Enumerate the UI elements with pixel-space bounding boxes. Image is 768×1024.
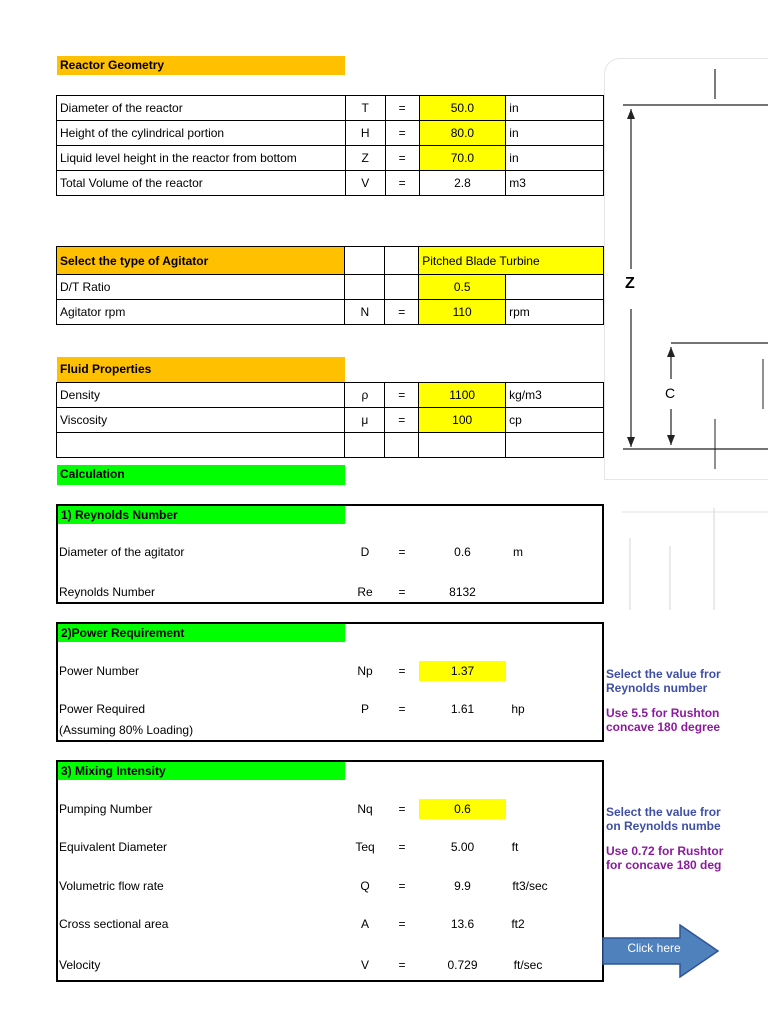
agitator-label: D/T Ratio bbox=[57, 275, 345, 300]
total-volume-value: 2.8 bbox=[419, 171, 506, 196]
click-here-label: Click here bbox=[627, 941, 681, 955]
mixing-symbol: Q bbox=[360, 879, 370, 893]
power-symbol: Np bbox=[357, 664, 373, 678]
power-required-value: 1.61 bbox=[450, 702, 475, 716]
mixing-equals: = bbox=[398, 802, 406, 816]
power-note-rushton bbox=[606, 706, 720, 734]
geometry-equals: = bbox=[385, 121, 419, 146]
mixing-note-select bbox=[606, 805, 721, 833]
mixing-header: 3) Mixing Intensity bbox=[58, 762, 345, 780]
reflection-sketch bbox=[604, 498, 768, 610]
empty-cell bbox=[345, 275, 385, 300]
flow-rate-value: 9.9 bbox=[454, 879, 471, 893]
table-row bbox=[57, 408, 604, 433]
mixing-symbol: Nq bbox=[357, 802, 373, 816]
fluid-equals: = bbox=[385, 383, 419, 408]
agitator-diameter-value: 0.6 bbox=[454, 545, 471, 559]
empty-cell bbox=[385, 275, 419, 300]
empty-cell bbox=[345, 433, 385, 458]
power-equals: = bbox=[398, 702, 406, 716]
table-row bbox=[57, 146, 604, 171]
mixing-unit: ft3/sec bbox=[512, 879, 548, 893]
geometry-symbol: Z bbox=[345, 146, 385, 171]
mixing-symbol: A bbox=[360, 917, 369, 931]
mixing-equals: = bbox=[398, 958, 406, 972]
power-note-select bbox=[606, 667, 721, 695]
mixing-unit: ft/sec bbox=[513, 958, 543, 972]
empty-cell bbox=[57, 433, 345, 458]
viscosity-input[interactable]: 100 bbox=[419, 408, 506, 433]
mixing-equals: = bbox=[398, 879, 406, 893]
table-row bbox=[57, 275, 604, 300]
geometry-unit: in bbox=[506, 146, 604, 171]
agitator-type-header: Select the type of Agitator bbox=[57, 247, 345, 275]
velocity-value: 0.729 bbox=[447, 958, 478, 972]
pumping-number-input[interactable]: 0.6 bbox=[419, 799, 506, 819]
fluid-properties-table bbox=[56, 382, 604, 458]
reynolds-equals: = bbox=[398, 545, 406, 559]
reynolds-symbol: Re bbox=[357, 585, 373, 599]
note-line: concave 180 degree bbox=[606, 720, 721, 734]
note-line: Use 0.72 for Rushtor bbox=[606, 844, 724, 858]
geometry-equals: = bbox=[385, 171, 419, 196]
agitator-unit: rpm bbox=[506, 300, 604, 325]
power-number-input[interactable]: 1.37 bbox=[419, 661, 506, 681]
empty-cell bbox=[419, 433, 506, 458]
table-row bbox=[57, 433, 604, 458]
power-unit: hp bbox=[511, 702, 525, 716]
empty-cell bbox=[385, 247, 419, 275]
mixing-row-label: Equivalent Diameter bbox=[59, 840, 168, 854]
geometry-label: Diameter of the reactor bbox=[57, 96, 346, 121]
geometry-unit: m3 bbox=[506, 171, 604, 196]
note-line: on Reynolds numbe bbox=[606, 819, 721, 833]
power-symbol: P bbox=[360, 702, 369, 716]
mixing-row-label: Volumetric flow rate bbox=[59, 879, 164, 893]
agitator-equals: = bbox=[385, 300, 419, 325]
power-row-label: Power Number bbox=[59, 664, 140, 678]
fluid-equals: = bbox=[385, 408, 419, 433]
empty-cell bbox=[506, 275, 604, 300]
mixing-row-label: Pumping Number bbox=[59, 802, 153, 816]
geometry-unit: in bbox=[506, 96, 604, 121]
mixing-equals: = bbox=[398, 917, 406, 931]
geometry-unit: in bbox=[506, 121, 604, 146]
empty-cell bbox=[345, 247, 385, 275]
mixing-symbol: Teq bbox=[355, 840, 375, 854]
reactor-geometry-header: Reactor Geometry bbox=[57, 56, 345, 75]
power-equals: = bbox=[398, 664, 406, 678]
table-row bbox=[57, 247, 604, 275]
reactor-sketch bbox=[605, 59, 768, 479]
mixing-section bbox=[56, 760, 604, 982]
table-row bbox=[57, 96, 604, 121]
reynolds-header: 1) Reynolds Number bbox=[58, 506, 345, 524]
fluid-unit: kg/m3 bbox=[506, 383, 604, 408]
note-line: Select the value fror bbox=[606, 805, 721, 819]
reynolds-equals: = bbox=[398, 585, 406, 599]
dt-ratio-input[interactable]: 0.5 bbox=[419, 275, 506, 300]
reactor-height-input[interactable]: 80.0 bbox=[419, 121, 506, 146]
note-line: Use 5.5 for Rushton bbox=[606, 706, 720, 720]
calculation-header: Calculation bbox=[57, 465, 345, 485]
fluid-properties-header: Fluid Properties bbox=[57, 357, 345, 382]
empty-cell bbox=[385, 433, 419, 458]
click-here-button[interactable] bbox=[602, 924, 720, 978]
reactor-geometry-table bbox=[56, 95, 604, 196]
fluid-symbol: ρ bbox=[345, 383, 385, 408]
fluid-label: Viscosity bbox=[57, 408, 345, 433]
geometry-equals: = bbox=[385, 96, 419, 121]
reynolds-row-label: Reynolds Number bbox=[59, 585, 156, 599]
diagram-reflection bbox=[604, 498, 768, 610]
table-row bbox=[57, 171, 604, 196]
power-header: 2)Power Requirement bbox=[58, 624, 345, 642]
loading-note: (Assuming 80% Loading) bbox=[59, 723, 194, 737]
mixing-symbol: V bbox=[360, 958, 369, 972]
reynolds-unit: m bbox=[513, 545, 523, 559]
reynolds-symbol: D bbox=[360, 545, 370, 559]
geometry-label: Total Volume of the reactor bbox=[57, 171, 346, 196]
equivalent-diameter-value: 5.00 bbox=[450, 840, 475, 854]
mixing-note-rushton bbox=[606, 844, 723, 872]
geometry-symbol: V bbox=[345, 171, 385, 196]
agitator-table bbox=[56, 246, 604, 325]
fluid-unit: cp bbox=[506, 408, 604, 433]
mixing-unit: ft2 bbox=[511, 917, 525, 931]
note-line: for concave 180 deg bbox=[606, 858, 722, 872]
diagram-label-c: C bbox=[665, 385, 676, 401]
geometry-symbol: H bbox=[345, 121, 385, 146]
geometry-label: Liquid level height in the reactor from bottom bbox=[57, 146, 346, 171]
note-line: Select the value fror bbox=[606, 667, 721, 681]
agitator-symbol: N bbox=[345, 300, 385, 325]
geometry-equals: = bbox=[385, 146, 419, 171]
table-row bbox=[57, 121, 604, 146]
agitator-type-select[interactable]: Pitched Blade Turbine bbox=[419, 247, 604, 275]
note-line: Reynolds number bbox=[606, 681, 708, 695]
geometry-label: Height of the cylindrical portion bbox=[57, 121, 346, 146]
fluid-label: Density bbox=[57, 383, 345, 408]
power-row-label: Power Required bbox=[59, 702, 146, 716]
mixing-row-label: Velocity bbox=[59, 958, 101, 972]
table-row bbox=[57, 383, 604, 408]
agitator-label: Agitator rpm bbox=[57, 300, 345, 325]
fluid-symbol: μ bbox=[345, 408, 385, 433]
reynolds-row-label: Diameter of the agitator bbox=[59, 545, 185, 559]
mixing-equals: = bbox=[398, 840, 406, 854]
table-row bbox=[57, 300, 604, 325]
diagram-label-z: Z bbox=[625, 275, 635, 292]
agitator-rpm-input[interactable]: 110 bbox=[419, 300, 506, 325]
reactor-diameter-input[interactable]: 50.0 bbox=[419, 96, 506, 121]
geometry-symbol: T bbox=[345, 96, 385, 121]
mixing-row-label: Cross sectional area bbox=[59, 917, 169, 931]
density-input[interactable]: 1100 bbox=[419, 383, 506, 408]
empty-cell bbox=[506, 433, 604, 458]
reactor-diagram bbox=[604, 58, 768, 480]
liquid-level-input[interactable]: 70.0 bbox=[419, 146, 506, 171]
mixing-unit: ft bbox=[511, 840, 519, 854]
cross-section-value: 13.6 bbox=[450, 917, 475, 931]
reynolds-number-value: 8132 bbox=[449, 585, 476, 599]
